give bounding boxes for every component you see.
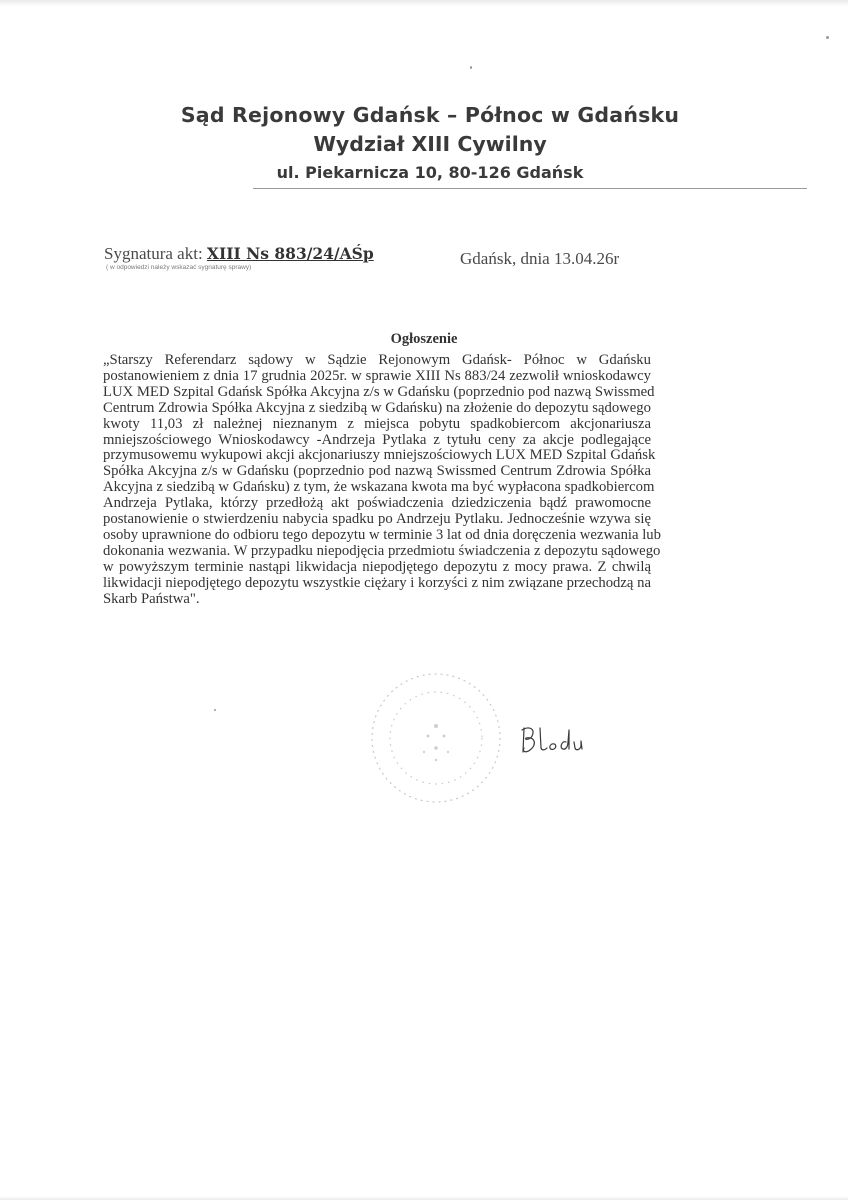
court-header <box>90 100 770 186</box>
body-line: w powyższym terminie nastąpi likwidacja niepodjętego depozytu z mocy prawa. Z chwilą <box>103 558 651 575</box>
body-line: Centrum Zdrowia Spółka Akcyjna z siedzibą w Gdańsku) na złożenie do depozytu sądowego <box>103 399 651 416</box>
scan-edge <box>0 0 848 6</box>
announcement-body <box>103 352 661 608</box>
body-line: dokonania wezwania. W przypadku niepodjęcia przedmiotu świadczenia z depozytu sądowego <box>103 542 661 559</box>
case-reference-line <box>104 244 434 264</box>
body-line: mniejszościowego Wnioskodawcy -Andrzeja Pytlaka z tytułu ceny za akcje podlegające <box>103 431 651 448</box>
body-line: „Starszy Referendarz sądowy w Sądzie Rejonowym Gdańsk- Północ w Gdańsku <box>103 352 651 368</box>
body-line: postanowienie o stwierdzeniu nabycia spadku po Andrzeju Pytlaku. Jednocześnie wzywa się <box>103 511 651 528</box>
body-line: kwoty 11,03 zł należnej nieznanym z miejsca pobytu spadkobiercom akcjonariusza <box>103 415 651 432</box>
body-line: Andrzeja Pytlaka, którzy przedłożą akt poświadczenia dziedziczenia bądź prawomocne <box>103 495 651 512</box>
body-line: postanowieniem z dnia 17 grudnia 2025r. w sprawie XIII Ns 883/24 zezwolił wnioskodawcy <box>103 367 651 384</box>
case-reference <box>104 244 434 271</box>
court-division: Wydział XIII Cywilny <box>313 132 547 156</box>
body-line: Skarb Państwa". <box>103 590 200 607</box>
body-line: osoby uprawnione do odbioru tego depozytu w terminie 3 lat od dnia doręczenia wezwania lub <box>103 526 661 543</box>
court-name: Sąd Rejonowy Gdańsk – Północ w Gdańsku <box>180 103 680 127</box>
scan-speck <box>470 66 472 69</box>
body-line: Spółka Akcyjna z/s w Gdańsku (poprzednio pod nazwą Swissmed Centrum Zdrowia Spółka <box>103 463 651 480</box>
body-line: likwidacji niepodjętego depozytu wszystkie ciężary i korzyści z nim związane przechodzą na <box>103 574 651 591</box>
body-line: Akcyjna z siedzibą w Gdańsku) z tym, że wskazana kwota ma być wypłacona spadkobiercom <box>103 479 655 496</box>
signature-icon <box>514 718 594 764</box>
court-address: ul. Piekarnicza 10, 80-126 Gdańsk <box>276 163 584 182</box>
header-divider <box>253 188 807 189</box>
scan-speck <box>214 709 216 711</box>
document-title: Ogłoszenie <box>390 331 458 347</box>
scan-speck <box>826 36 829 39</box>
case-number: XIII Ns 883/24/AŚp <box>206 244 374 263</box>
case-note: ( w odpowiedzi należy wskazać sygnaturę sprawy) <box>106 264 252 271</box>
scan-edge <box>0 1196 848 1200</box>
case-label: Sygnatura akt: <box>104 244 203 263</box>
body-line: przymusowemu wykupowi akcji akcjonariuszy mniejszościowych LUX MED Szpital Gdańsk <box>103 447 656 464</box>
official-stamp-icon <box>366 668 506 808</box>
place-date: Gdańsk, dnia 13.04.26r <box>460 249 620 268</box>
body-line: LUX MED Szpital Gdańsk Spółka Akcyjna z/s w Gdańsku (poprzednio pod nazwą Swissmed <box>103 383 655 400</box>
